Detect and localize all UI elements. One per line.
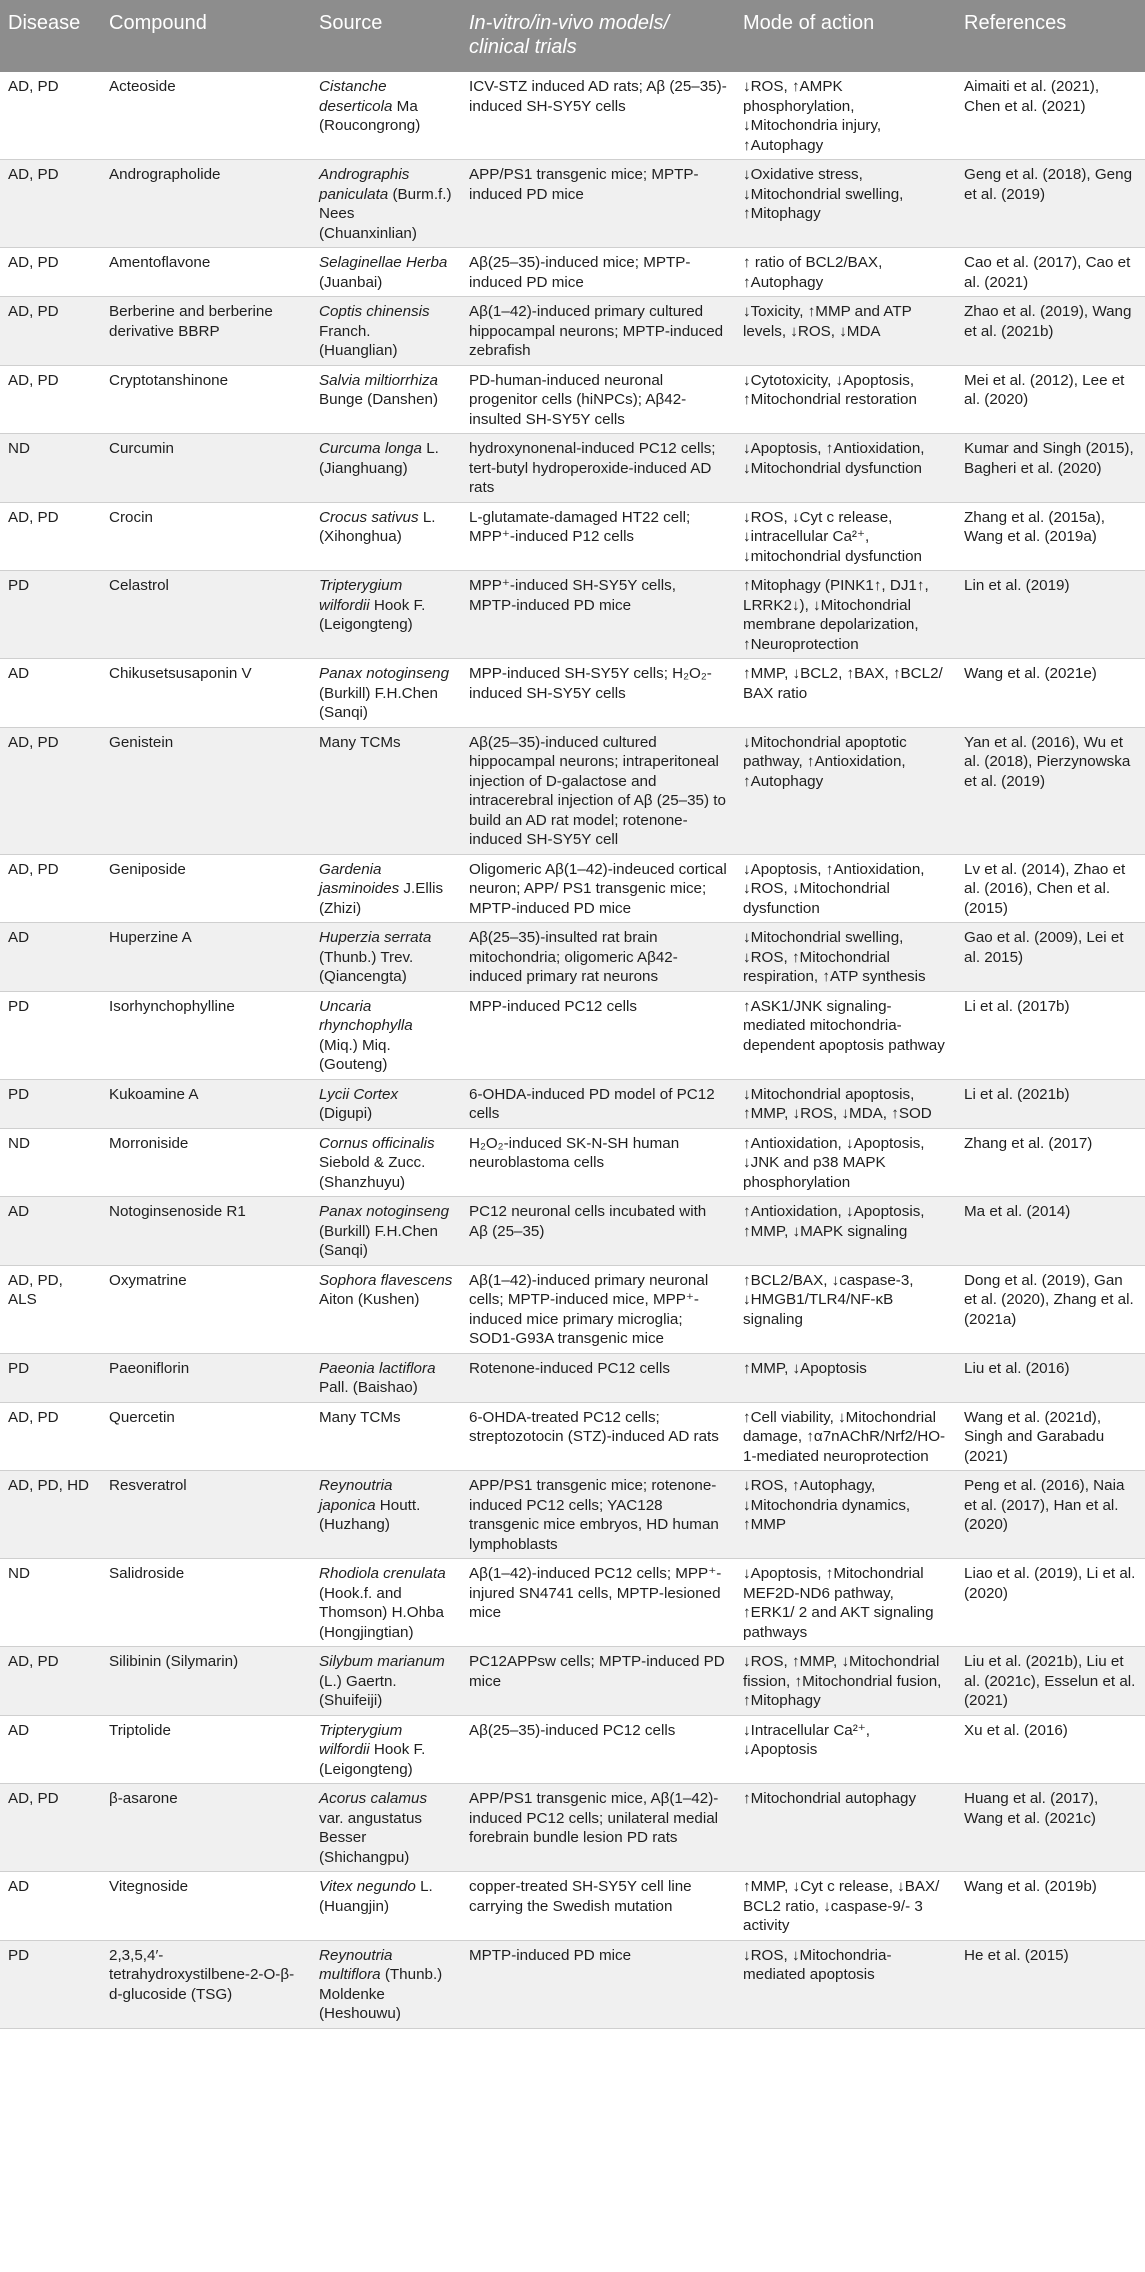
cell-mode-of-action: ↓ROS, ↓Cyt c release, ↓intracellular Ca²⁺, ↓mitochondrial dysfunction bbox=[735, 502, 956, 571]
source-detail: (Thunb.) Moldenke (Heshouwu) bbox=[319, 1966, 443, 2022]
cell-compound: Silibinin (Silymarin) bbox=[101, 1647, 311, 1716]
table-row bbox=[0, 727, 1145, 854]
cell-models: H₂O₂-induced SK-N-SH human neuroblastoma cells bbox=[461, 1128, 735, 1197]
cell-models: MPP⁺-induced SH-SY5Y cells, MPTP-induced PD mice bbox=[461, 571, 735, 659]
cell-disease: AD bbox=[0, 1197, 101, 1266]
source-species: Reynoutria japonica bbox=[319, 1477, 393, 1514]
cell-compound: Paeoniflorin bbox=[101, 1353, 311, 1402]
table-body bbox=[0, 72, 1145, 2028]
source-species: Cornus officinalis bbox=[319, 1134, 435, 1152]
table-row bbox=[0, 1471, 1145, 1559]
cell-models: Aβ(25–35)-induced cultured hippocampal neurons; intraperitoneal injection of D-galactose and intracerebral injection of Aβ (25–35) to build an AD rat model; rotenone-induced SH-SY5Y cell bbox=[461, 727, 735, 854]
source-species: Vitex negundo bbox=[319, 1878, 416, 1895]
cell-compound: Huperzine A bbox=[101, 923, 311, 992]
source-species: Coptis chinensis bbox=[319, 303, 430, 320]
cell-compound: Celastrol bbox=[101, 571, 311, 659]
cell-mode-of-action: ↓Mitochondrial swelling, ↓ROS, ↑Mitochondrial respiration, ↑ATP synthesis bbox=[735, 923, 956, 992]
source-species: Crocus sativus bbox=[319, 508, 419, 526]
cell-models: PC12APPsw cells; MPTP-induced PD mice bbox=[461, 1647, 735, 1716]
cell-source bbox=[311, 1471, 461, 1559]
source-detail: (L.) Gaertn. (Shuifeiji) bbox=[319, 1672, 397, 1709]
cell-source bbox=[311, 1265, 461, 1353]
cell-references: Geng et al. (2018), Geng et al. (2019) bbox=[956, 160, 1145, 248]
cell-source bbox=[311, 1784, 461, 1872]
source-detail: J.Ellis (Zhizi) bbox=[319, 880, 444, 917]
cell-disease: AD bbox=[0, 1872, 101, 1941]
cell-disease: AD bbox=[0, 659, 101, 728]
source-detail: Aiton (Kushen) bbox=[319, 1291, 420, 1308]
source-species: Lycii Cortex bbox=[319, 1085, 399, 1103]
cell-compound: Acteoside bbox=[101, 72, 311, 160]
cell-disease: AD, PD bbox=[0, 297, 101, 366]
cell-compound: Crocin bbox=[101, 502, 311, 571]
cell-models: Aβ(1–42)-induced primary neuronal cells; MPTP-induced mice, MPP⁺-induced mice primary microglia; SOD1-G93A transgenic mice bbox=[461, 1265, 735, 1353]
cell-models: ICV-STZ induced AD rats; Aβ (25–35)-induced SH-SY5Y cells bbox=[461, 72, 735, 160]
source-species: Sophora flavescens bbox=[319, 1271, 453, 1289]
cell-disease: PD bbox=[0, 1353, 101, 1402]
source-species: Panax notoginseng bbox=[319, 1203, 450, 1220]
cell-mode-of-action: ↓Toxicity, ↑MMP and ATP levels, ↓ROS, ↓MDA bbox=[735, 297, 956, 366]
cell-source bbox=[311, 160, 461, 248]
cell-references: Zhao et al. (2019), Wang et al. (2021b) bbox=[956, 297, 1145, 366]
cell-compound: β-asarone bbox=[101, 1784, 311, 1872]
cell-source bbox=[311, 923, 461, 992]
cell-mode-of-action: ↓ROS, ↑MMP, ↓Mitochondrial fission, ↑Mitochondrial fusion, ↑Mitophagy bbox=[735, 1647, 956, 1716]
source-detail: Hook F. (Leigongteng) bbox=[319, 1741, 426, 1778]
cell-source bbox=[311, 1647, 461, 1716]
cell-models: Oligomeric Aβ(1–42)-indeuced cortical neuron; APP/ PS1 transgenic mice; MPTP-induced PD mice bbox=[461, 854, 735, 923]
cell-mode-of-action: ↑BCL2/BAX, ↓caspase-3, ↓HMGB1/TLR4/NF-κB signaling bbox=[735, 1265, 956, 1353]
cell-mode-of-action: ↓Apoptosis, ↑Mitochondrial MEF2D-ND6 pathway, ↑ERK1/ 2 and AKT signaling pathways bbox=[735, 1559, 956, 1647]
cell-compound: Berberine and berberine derivative BBRP bbox=[101, 297, 311, 366]
source-species: Gardenia jasminoides bbox=[319, 860, 400, 897]
table-row bbox=[0, 923, 1145, 992]
cell-disease: AD bbox=[0, 1715, 101, 1784]
cell-mode-of-action: ↑Mitochondrial autophagy bbox=[735, 1784, 956, 1872]
cell-disease: AD, PD bbox=[0, 502, 101, 571]
source-detail: Houtt. (Huzhang) bbox=[319, 1496, 421, 1533]
cell-models: Aβ(25–35)-insulted rat brain mitochondria; oligomeric Aβ42-induced primary rat neurons bbox=[461, 923, 735, 992]
cell-references: Zhang et al. (2017) bbox=[956, 1128, 1145, 1197]
table-row bbox=[0, 1197, 1145, 1266]
source-detail: Hook F. (Leigongteng) bbox=[319, 596, 426, 633]
cell-compound: 2,3,5,4′-tetrahydroxystilbene-2-O-β-d-glucoside (TSG) bbox=[101, 1940, 311, 2028]
source-detail: Bunge (Danshen) bbox=[319, 391, 439, 408]
cell-models: PC12 neuronal cells incubated with Aβ (25–35) bbox=[461, 1197, 735, 1266]
cell-compound: Amentoflavone bbox=[101, 248, 311, 297]
cell-mode-of-action: ↓Mitochondrial apoptotic pathway, ↑Antioxidation, ↑Autophagy bbox=[735, 727, 956, 854]
cell-mode-of-action: ↓Cytotoxicity, ↓Apoptosis, ↑Mitochondrial restoration bbox=[735, 365, 956, 434]
cell-disease: PD bbox=[0, 1079, 101, 1128]
cell-compound: Kukoamine A bbox=[101, 1079, 311, 1128]
header-compound: Compound bbox=[109, 12, 207, 34]
cell-references: Cao et al. (2017), Cao et al. (2021) bbox=[956, 248, 1145, 297]
cell-disease: AD, PD bbox=[0, 727, 101, 854]
cell-source bbox=[311, 434, 461, 503]
table-row bbox=[0, 365, 1145, 434]
table-row bbox=[0, 160, 1145, 248]
source-detail: Franch. (Huanglian) bbox=[319, 322, 398, 359]
source-detail: (Hook.f. and Thomson) H.Ohba (Hongjingtian) bbox=[319, 1584, 444, 1641]
cell-models: 6-OHDA-treated PC12 cells; streptozotocin (STZ)-induced AD rats bbox=[461, 1402, 735, 1471]
cell-source bbox=[311, 1197, 461, 1266]
source-detail: (Miq.) Miq. (Gouteng) bbox=[319, 1036, 391, 1073]
cell-models: MPP-induced PC12 cells bbox=[461, 991, 735, 1079]
table-row bbox=[0, 991, 1145, 1079]
cell-compound: Andrographolide bbox=[101, 160, 311, 248]
cell-mode-of-action: ↓Intracellular Ca²⁺, ↓Apoptosis bbox=[735, 1715, 956, 1784]
source-species: Acorus calamus bbox=[319, 1790, 428, 1807]
table-row bbox=[0, 297, 1145, 366]
cell-disease: PD bbox=[0, 571, 101, 659]
source-detail: (Burm.f.) Nees (Chuanxinlian) bbox=[319, 185, 452, 242]
source-detail: var. angustatus Besser (Shichangpu) bbox=[319, 1809, 423, 1866]
cell-mode-of-action: ↓ROS, ↑Autophagy, ↓Mitochondria dynamics, ↑MMP bbox=[735, 1471, 956, 1559]
source-detail: (Thunb.) Trev. (Qiancengta) bbox=[319, 948, 414, 985]
source-species: Silybum marianum bbox=[319, 1653, 445, 1670]
cell-references: He et al. (2015) bbox=[956, 1940, 1145, 2028]
cell-compound: Genistein bbox=[101, 727, 311, 854]
cell-references: Mei et al. (2012), Lee et al. (2020) bbox=[956, 365, 1145, 434]
cell-disease: PD bbox=[0, 991, 101, 1079]
table-row bbox=[0, 659, 1145, 728]
cell-models: APP/PS1 transgenic mice; rotenone-induced PC12 cells; YAC128 transgenic mice embryos, HD human lymphoblasts bbox=[461, 1471, 735, 1559]
cell-models: copper-treated SH-SY5Y cell line carrying the Swedish mutation bbox=[461, 1872, 735, 1941]
cell-mode-of-action: ↑Antioxidation, ↓Apoptosis, ↑MMP, ↓MAPK signaling bbox=[735, 1197, 956, 1266]
cell-models: Aβ(1–42)-induced primary cultured hippocampal neurons; MPTP-induced zebrafish bbox=[461, 297, 735, 366]
table-row bbox=[0, 1784, 1145, 1872]
cell-source bbox=[311, 502, 461, 571]
cell-disease: ND bbox=[0, 1559, 101, 1647]
cell-source bbox=[311, 248, 461, 297]
cell-references: Xu et al. (2016) bbox=[956, 1715, 1145, 1784]
source-species: Salvia miltiorrhiza bbox=[319, 371, 439, 389]
cell-mode-of-action: ↓Oxidative stress, ↓Mitochondrial swelling, ↑Mitophagy bbox=[735, 160, 956, 248]
table-row bbox=[0, 1872, 1145, 1941]
header-references: References bbox=[964, 12, 1067, 34]
table-row bbox=[0, 854, 1145, 923]
table-row bbox=[0, 1715, 1145, 1784]
cell-references: Liu et al. (2021b), Liu et al. (2021c), Esselun et al. (2021) bbox=[956, 1647, 1145, 1716]
table-header bbox=[0, 0, 1145, 72]
table-row bbox=[0, 434, 1145, 503]
cell-source bbox=[311, 571, 461, 659]
cell-compound: Curcumin bbox=[101, 434, 311, 503]
cell-compound: Chikusetsusaponin V bbox=[101, 659, 311, 728]
cell-models: Aβ(25–35)-induced PC12 cells bbox=[461, 1715, 735, 1784]
source-species: Tripterygium wilfordii bbox=[319, 1721, 403, 1758]
cell-models: PD-human-induced neuronal progenitor cells (hiNPCs); Aβ42-insulted SH-SY5Y cells bbox=[461, 365, 735, 434]
cell-mode-of-action: ↓Apoptosis, ↑Antioxidation, ↓Mitochondrial dysfunction bbox=[735, 434, 956, 503]
table-row bbox=[0, 502, 1145, 571]
cell-disease: AD, PD bbox=[0, 365, 101, 434]
cell-references: Liu et al. (2016) bbox=[956, 1353, 1145, 1402]
cell-source bbox=[311, 1872, 461, 1941]
cell-disease: AD, PD bbox=[0, 854, 101, 923]
cell-models: Rotenone-induced PC12 cells bbox=[461, 1353, 735, 1402]
table-row bbox=[0, 1559, 1145, 1647]
cell-source bbox=[311, 659, 461, 728]
cell-source bbox=[311, 1079, 461, 1128]
source-species: Panax notoginseng bbox=[319, 665, 450, 682]
header-mode-of-action: Mode of action bbox=[743, 12, 875, 34]
cell-mode-of-action: ↑ ratio of BCL2/BAX, ↑Autophagy bbox=[735, 248, 956, 297]
header-source: Source bbox=[319, 12, 383, 34]
cell-mode-of-action: ↑MMP, ↓BCL2, ↑BAX, ↑BCL2/ BAX ratio bbox=[735, 659, 956, 728]
cell-models: 6-OHDA-induced PD model of PC12 cells bbox=[461, 1079, 735, 1128]
cell-models: APP/PS1 transgenic mice; MPTP-induced PD mice bbox=[461, 160, 735, 248]
cell-disease: AD, PD bbox=[0, 1647, 101, 1716]
cell-references: Lin et al. (2019) bbox=[956, 571, 1145, 659]
cell-references: Wang et al. (2021e) bbox=[956, 659, 1145, 728]
cell-mode-of-action: ↑MMP, ↓Apoptosis bbox=[735, 1353, 956, 1402]
cell-mode-of-action: ↑Mitophagy (PINK1↑, DJ1↑, LRRK2↓), ↓Mitochondrial membrane depolarization, ↑Neuroprotection bbox=[735, 571, 956, 659]
table-row bbox=[0, 248, 1145, 297]
cell-references: Wang et al. (2021d), Singh and Garabadu (2021) bbox=[956, 1402, 1145, 1471]
cell-references: Li et al. (2021b) bbox=[956, 1079, 1145, 1128]
cell-disease: AD, PD bbox=[0, 160, 101, 248]
cell-references: Aimaiti et al. (2021), Chen et al. (2021) bbox=[956, 72, 1145, 160]
cell-references: Kumar and Singh (2015), Bagheri et al. (2020) bbox=[956, 434, 1145, 503]
table-row bbox=[0, 1353, 1145, 1402]
source-species: Reynoutria multiflora bbox=[319, 1946, 393, 1983]
source-species: Tripterygium wilfordii bbox=[319, 577, 403, 614]
header-models: In-vitro/in-vivo models/ clinical trials bbox=[469, 12, 670, 58]
cell-mode-of-action: ↑Cell viability, ↓Mitochondrial damage, ↑α7nAChR/Nrf2/HO-1-mediated neuroprotection bbox=[735, 1402, 956, 1471]
source-detail: L. (Jianghuang) bbox=[319, 440, 439, 477]
cell-mode-of-action: ↑Antioxidation, ↓Apoptosis, ↓JNK and p38 MAPK phosphorylation bbox=[735, 1128, 956, 1197]
cell-source bbox=[311, 365, 461, 434]
cell-models: Aβ(25–35)-induced mice; MPTP-induced PD mice bbox=[461, 248, 735, 297]
table-row bbox=[0, 571, 1145, 659]
cell-compound: Salidroside bbox=[101, 1559, 311, 1647]
cell-source bbox=[311, 1940, 461, 2028]
source-species: Andrographis paniculata bbox=[319, 166, 410, 203]
cell-mode-of-action: ↓Mitochondrial apoptosis, ↑MMP, ↓ROS, ↓MDA, ↑SOD bbox=[735, 1079, 956, 1128]
cell-disease: ND bbox=[0, 1128, 101, 1197]
cell-references: Dong et al. (2019), Gan et al. (2020), Zhang et al. (2021a) bbox=[956, 1265, 1145, 1353]
source-detail: (Burkill) F.H.Chen (Sanqi) bbox=[319, 1222, 438, 1259]
cell-models: hydroxynonenal-induced PC12 cells; tert-butyl hydroperoxide-induced AD rats bbox=[461, 434, 735, 503]
cell-models: L-glutamate-damaged HT22 cell; MPP⁺-induced P12 cells bbox=[461, 502, 735, 571]
cell-compound: Vitegnoside bbox=[101, 1872, 311, 1941]
cell-compound: Isorhynchophylline bbox=[101, 991, 311, 1079]
cell-source bbox=[311, 991, 461, 1079]
cell-models: Aβ(1–42)-induced PC12 cells; MPP⁺-injured SN4741 cells, MPTP-lesioned mice bbox=[461, 1559, 735, 1647]
source-detail: (Digupi) bbox=[319, 1105, 373, 1122]
cell-references: Peng et al. (2016), Naia et al. (2017), Han et al. (2020) bbox=[956, 1471, 1145, 1559]
source-species: Uncaria rhynchophylla bbox=[319, 997, 413, 1034]
cell-compound: Cryptotanshinone bbox=[101, 365, 311, 434]
cell-source bbox=[311, 1353, 461, 1402]
source-detail: L. (Xihonghua) bbox=[319, 508, 436, 545]
source-detail: Siebold & Zucc. (Shanzhuyu) bbox=[319, 1154, 426, 1191]
source-detail: Many TCMs bbox=[319, 733, 401, 751]
cell-mode-of-action: ↑ASK1/JNK signaling-mediated mitochondria-dependent apoptosis pathway bbox=[735, 991, 956, 1079]
cell-references: Zhang et al. (2015a), Wang et al. (2019a) bbox=[956, 502, 1145, 571]
header-disease: Disease bbox=[8, 12, 81, 34]
cell-disease: ND bbox=[0, 434, 101, 503]
source-detail: Many TCMs bbox=[319, 1408, 401, 1426]
cell-source bbox=[311, 1402, 461, 1471]
cell-references: Yan et al. (2016), Wu et al. (2018), Pierzynowska et al. (2019) bbox=[956, 727, 1145, 854]
table-row bbox=[0, 72, 1145, 160]
source-detail: Pall. (Baishao) bbox=[319, 1379, 418, 1396]
cell-disease: AD, PD bbox=[0, 72, 101, 160]
table-row bbox=[0, 1079, 1145, 1128]
cell-compound: Notoginsenoside R1 bbox=[101, 1197, 311, 1266]
cell-source bbox=[311, 297, 461, 366]
cell-compound: Morroniside bbox=[101, 1128, 311, 1197]
cell-mode-of-action: ↑MMP, ↓Cyt c release, ↓BAX/ BCL2 ratio, ↓caspase-9/- 3 activity bbox=[735, 1872, 956, 1941]
cell-disease: AD, PD, ALS bbox=[0, 1265, 101, 1353]
source-species: Curcuma longa bbox=[319, 440, 422, 457]
cell-mode-of-action: ↓ROS, ↓Mitochondria-mediated apoptosis bbox=[735, 1940, 956, 2028]
cell-mode-of-action: ↓Apoptosis, ↑Antioxidation, ↓ROS, ↓Mitochondrial dysfunction bbox=[735, 854, 956, 923]
cell-references: Wang et al. (2019b) bbox=[956, 1872, 1145, 1941]
source-detail: L. (Huangjin) bbox=[319, 1878, 433, 1915]
source-detail: Ma (Roucongrong) bbox=[319, 97, 421, 134]
source-detail: (Juanbai) bbox=[319, 273, 383, 291]
cell-source bbox=[311, 1128, 461, 1197]
cell-compound: Oxymatrine bbox=[101, 1265, 311, 1353]
cell-compound: Geniposide bbox=[101, 854, 311, 923]
cell-references: Lv et al. (2014), Zhao et al. (2016), Chen et al. (2015) bbox=[956, 854, 1145, 923]
table-row bbox=[0, 1940, 1145, 2028]
cell-models: MPTP-induced PD mice bbox=[461, 1940, 735, 2028]
cell-references: Li et al. (2017b) bbox=[956, 991, 1145, 1079]
cell-disease: AD bbox=[0, 923, 101, 992]
header-row bbox=[0, 0, 1145, 72]
cell-disease: AD, PD bbox=[0, 248, 101, 297]
cell-references: Ma et al. (2014) bbox=[956, 1197, 1145, 1266]
cell-source bbox=[311, 72, 461, 160]
cell-models: APP/PS1 transgenic mice, Aβ(1–42)-induced PC12 cells; unilateral medial forebrain bundle lesion PD rats bbox=[461, 1784, 735, 1872]
table-row bbox=[0, 1128, 1145, 1197]
cell-references: Gao et al. (2009), Lei et al. 2015) bbox=[956, 923, 1145, 992]
cell-disease: PD bbox=[0, 1940, 101, 2028]
cell-source bbox=[311, 854, 461, 923]
cell-references: Liao et al. (2019), Li et al. (2020) bbox=[956, 1559, 1145, 1647]
cell-compound: Triptolide bbox=[101, 1715, 311, 1784]
table-row bbox=[0, 1402, 1145, 1471]
table-row bbox=[0, 1647, 1145, 1716]
source-detail: (Burkill) F.H.Chen (Sanqi) bbox=[319, 684, 438, 721]
cell-source bbox=[311, 1715, 461, 1784]
cell-compound: Quercetin bbox=[101, 1402, 311, 1471]
cell-source bbox=[311, 727, 461, 854]
cell-compound: Resveratrol bbox=[101, 1471, 311, 1559]
source-species: Paeonia lactiflora bbox=[319, 1359, 436, 1377]
table-row bbox=[0, 1265, 1145, 1353]
cell-references: Huang et al. (2017), Wang et al. (2021c) bbox=[956, 1784, 1145, 1872]
cell-disease: AD, PD, HD bbox=[0, 1471, 101, 1559]
source-species: Huperzia serrata bbox=[319, 929, 432, 946]
cell-source bbox=[311, 1559, 461, 1647]
source-species: Rhodiola crenulata bbox=[319, 1565, 446, 1582]
cell-disease: AD, PD bbox=[0, 1784, 101, 1872]
cell-mode-of-action: ↓ROS, ↑AMPK phosphorylation, ↓Mitochondria injury, ↑Autophagy bbox=[735, 72, 956, 160]
source-species: Cistanche deserticola bbox=[319, 78, 393, 115]
cell-disease: AD, PD bbox=[0, 1402, 101, 1471]
cell-models: MPP-induced SH-SY5Y cells; H₂O₂-induced SH-SY5Y cells bbox=[461, 659, 735, 728]
source-species: Selaginellae Herba bbox=[319, 254, 448, 271]
